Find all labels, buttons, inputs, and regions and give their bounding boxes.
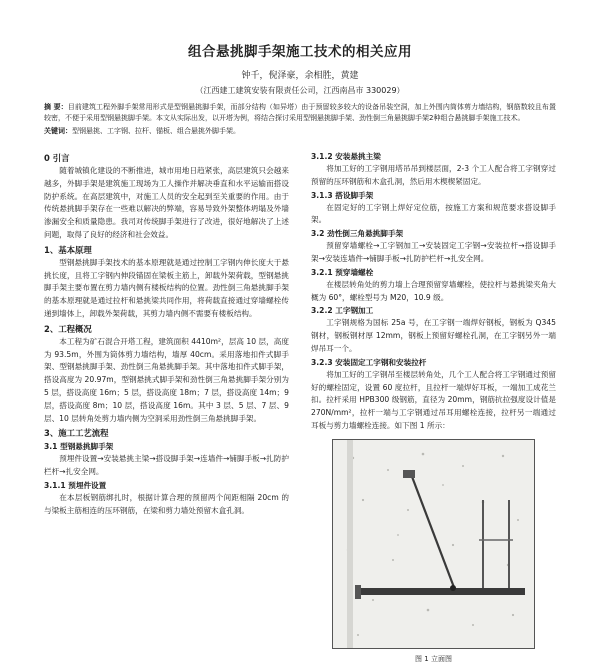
- paragraph: 工字钢规格为国标 25a 号，在工字钢一端焊好钢板，钢板为 Q345 钢材，钢板钢材厚 12mm，钢板上预留好螺栓孔洞，在工字钢另外一端焊吊耳一个。: [311, 318, 556, 353]
- elevation-figure: [332, 439, 535, 649]
- paragraph: 将加工好的工字钢用塔吊吊到楼层面，2-3 个工人配合将工字钢穿过预留的压环钢筋和木盒孔洞，然后用木楔楔紧固定。: [311, 164, 556, 186]
- abstract-label: 摘 要：: [44, 103, 68, 111]
- right-column: [311, 150, 556, 666]
- figure-caption: 图 1 立面图: [415, 654, 452, 663]
- subsection-heading: 3.2 劲性倒三角悬挑脚手架: [311, 229, 404, 239]
- paragraph: 预埋件设置→安装悬挑主梁→搭设脚手架→连墙件→铺脚手板→扎防护栏杆→扎安全网。: [44, 454, 289, 477]
- subsection-heading: 3.1.3 搭设脚手架: [311, 190, 374, 200]
- subsection-heading: 3.2.1 预穿墙螺栓: [311, 267, 374, 277]
- paragraph: 在固定好的工字钢上焊好定位筋，按施工方案和规范要求搭设脚手架。: [311, 202, 556, 225]
- concrete-wall: [333, 440, 535, 649]
- keywords-text: 型钢悬挑、工字钢、拉杆、锚板、组合悬挑外脚手架。: [72, 127, 240, 136]
- lifting-lug: [450, 585, 456, 591]
- subsection-heading: 3.1.1 预埋件设置: [44, 480, 107, 490]
- subsection-heading: 3.1.2 安装悬挑主梁: [311, 152, 381, 161]
- paragraph: 在楼层转角处的剪力墙上合理预留穿墙螺栓，使拉杆与悬挑梁夹角大概为 60°，螺栓型号为 M20，10.9 级。: [311, 279, 556, 302]
- paper-authors: 钟千，倪泽豪，余相胜，黄建: [241, 71, 359, 81]
- wall-column: [347, 440, 353, 649]
- i-beam: [355, 588, 525, 595]
- section-heading: 2、工程概况: [44, 323, 92, 334]
- subsection-heading: 3.2.2 工字钢加工: [311, 306, 374, 316]
- paper-affiliation: （江西建工建筑安装有限责任公司，江西南昌市 330029）: [195, 86, 405, 95]
- section-heading: 0 引言: [44, 153, 70, 163]
- section-heading: 1、基本原理: [44, 244, 92, 255]
- subsection-heading: 3.2.3 安装固定工字钢和安装拉杆: [311, 357, 427, 367]
- paragraph: 本工程为矿石混合开塔工程，建筑面积 4410m²，层高 10 层，高度为 93.5m，外围为筒体剪力墙结构，墙厚 40cm。采用落地扣件式脚手架、型钢悬挑脚手架、劲性倒三角悬挑脚手架。其中落地扣件式脚手架，搭设高度为 20.97m，型钢悬挑式脚手架和劲性倒三角悬挑脚手架分别为 5 层，搭设高度 16m；5 层，搭设高度 18m；7 层，搭设高度 14m；9 层，搭设高度 8m；10 层，搭设高度 16m。其中 3 层、5 层、7 层、9 层、10 层转角处剪力墙内侧为空洞采用劲性倒三角悬挑脚手架。: [44, 336, 289, 423]
- subsection-heading: 3.1 型钢悬挑脚手架: [44, 442, 114, 452]
- body-columns: [44, 150, 556, 666]
- abstract-text: 目前建筑工程外脚手架常用形式是型钢悬挑脚手架，而部分结构（如异塔）由于预留较多较大的设备吊装空洞，加上外围内筒体剪力墙结构，钢筋数较且布置较密，不便于采用型钢悬挑脚手架。本文从实际出发，以开塔为例，将结合探讨采用型钢悬挑脚手架、劲性倒三角悬挑脚手架2种组合悬挑脚手架施工技术。: [44, 103, 557, 123]
- elevation-drawing: [333, 440, 535, 649]
- paragraph: 型钢悬挑脚手架技术的基本原理就是通过控制工字钢内伸长度大于悬挑长度，且将工字钢内伸段锚固在梁板主筋上，卸载外架荷载，型钢悬挑脚手架主要布置在剪力墙内侧有楼板结构的位置。劲性倒三角悬挑脚手架的基本原理就是通过拉杆和悬挑梁共同作用，将荷载直接通过穿墙螺栓传递到墙体上，卸载外架荷载，其剪力墙内侧不需要有楼板结构。: [44, 257, 289, 318]
- wall-anchor-plate: [403, 470, 415, 478]
- paragraph: 将加工好的工字钢吊至楼层转角处，几个工人配合将工字钢通过预留好的螺栓固定，设置 60 度拉杆，且拉杆一端焊好耳板，一端加工成花兰扣。拉杆采用 HPB300 级钢筋，直径为 20mm，钢筋抗拉强度设计值是 270N/mm²，拉杆一端与工字钢通过吊耳用螺栓连接，拉杆另一端通过耳板与剪力墙螺栓连接。如下图 1 所示：: [311, 369, 556, 430]
- paragraph: 在本层板钢筋绑扎时，根据计算合理的预留两个间距相隔 20cm 的与梁板主筋相连的压环钢筋，在梁和剪力墙处预留木盒孔洞。: [44, 492, 289, 515]
- paper-title: 组合悬挑脚手架施工技术的相关应用: [188, 44, 412, 60]
- paragraph: 随着城镇化建设的不断推进，城市用地日趋紧张，高层建筑只会越来越多，外脚手架是建筑施工现场为工人操作并解决垂直和水平运输而搭设防护系统。在高层建筑中，对施工人员的安全起到至关重要的作用。由于传统悬挑脚手架存在一些难以解决的弊端，容易导致外架整体坍塌及外墙渗漏安全和质量隐患。我司对传统脚手架进行了改进，很好地解决了上述问题，取得了良好的经济和社会效益。: [44, 166, 289, 239]
- section-heading: 3、施工工艺流程: [44, 428, 109, 439]
- paragraph: 预留穿墙螺栓→工字钢加工→安装固定工字钢→安装拉杆→搭设脚手架→安装连墙件→铺脚手板→扎防护栏杆→扎安全网。: [311, 241, 556, 263]
- beam-end-plate: [355, 585, 361, 599]
- abstract: [44, 102, 556, 124]
- left-column: [44, 150, 289, 666]
- keywords-label: 关键词：: [44, 127, 72, 136]
- keywords: [44, 126, 556, 137]
